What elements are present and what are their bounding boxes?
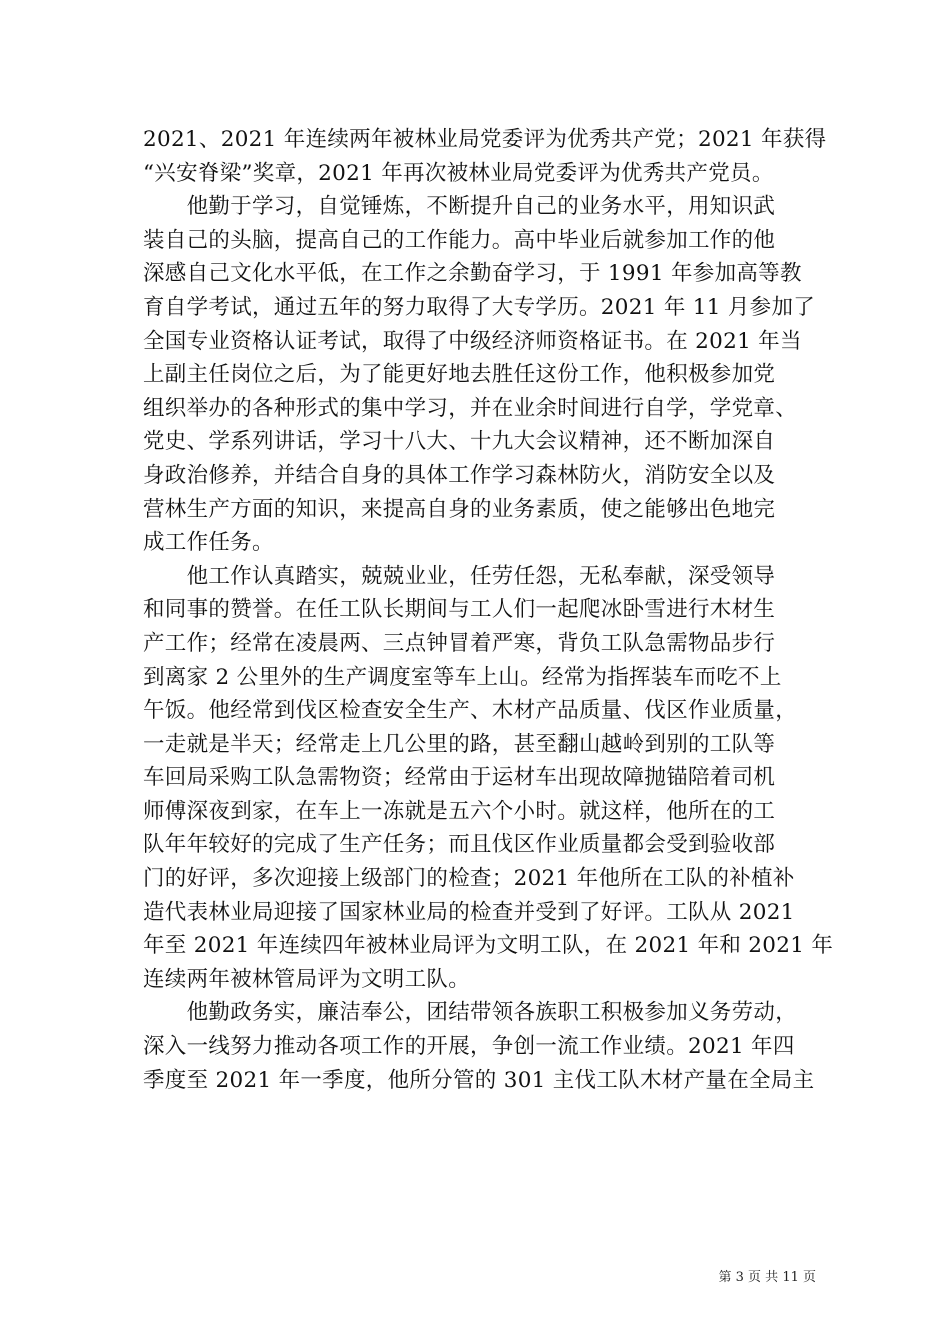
text-line: 造代表林业局迎接了国家林业局的检查并受到了好评。工队从 2021 xyxy=(143,899,795,925)
page-number: 第 3 页 共 11 页 xyxy=(718,1270,816,1285)
text-line: 他勤政务实，廉洁奉公，团结带领各族职工积极参加义务劳动， xyxy=(143,1000,798,1026)
text-line: 深入一线努力推动各项工作的开展，争创一流工作业绩。2021 年四 xyxy=(143,1034,795,1060)
text-line: 师傅深夜到家，在车上一冻就是五六个小时。就这样，他所在的工 xyxy=(143,798,776,824)
text-line: 一走就是半天；经常走上几公里的路，甚至翻山越岭到别的工队等 xyxy=(143,731,776,757)
text-line: 和同事的赞誉。在任工队长期间与工人们一起爬冰卧雪进行木材生 xyxy=(143,597,776,623)
text-line: 2021、2021 年连续两年被林业局党委评为优秀共产党；2021 年获得 xyxy=(143,127,827,152)
text-line: 全国专业资格认证考试，取得了中级经济师资格证书。在 2021 年当 xyxy=(143,328,802,354)
text-line: 午饭。他经常到伐区检查安全生产、木材产品质量、伐区作业质量， xyxy=(143,698,798,724)
text-line: 党史、学系列讲话，学习十八大、十九大会议精神，还不断加深自 xyxy=(143,429,776,455)
text-line: “兴安脊梁”奖章，2021 年再次被林业局党委评为优秀共产党员。 xyxy=(143,160,774,186)
text-line: 上副主任岗位之后，为了能更好地去胜任这份工作，他积极参加党 xyxy=(143,362,776,388)
text-line: 年至 2021 年连续四年被林业局评为文明工队，在 2021 年和 2021 年 xyxy=(143,933,834,959)
text-line: 门的好评，多次迎接上级部门的检查；2021 年他所在工队的补植补 xyxy=(143,866,795,892)
text-line: 装自己的头脑，提高自己的工作能力。高中毕业后就参加工作的他 xyxy=(143,227,776,253)
body-text xyxy=(143,123,834,1097)
text-line: 身政治修养，并结合自身的具体工作学习森林防火，消防安全以及 xyxy=(143,462,776,488)
text-line: 营林生产方面的知识，来提高自身的业务素质，使之能够出色地完 xyxy=(143,496,776,522)
text-line: 组织举办的各种形式的集中学习，并在业余时间进行自学，学党章、 xyxy=(143,395,798,421)
text-line: 育自学考试，通过五年的努力取得了大专学历。2021 年 11 月参加了 xyxy=(143,294,816,320)
text-line: 季度至 2021 年一季度，他所分管的 301 主伐工队木材产量在全局主 xyxy=(143,1067,815,1093)
text-line: 到离家 2 公里外的生产调度室等车上山。经常为指挥装车而吃不上 xyxy=(143,664,782,690)
text-line: 队年年较好的完成了生产任务；而且伐区作业质量都会受到验收部 xyxy=(143,832,776,858)
text-line: 他勤于学习，自觉锤炼，不断提升自己的业务水平，用知识武 xyxy=(143,194,776,220)
text-line: 连续两年被林管局评为文明工队。 xyxy=(143,966,471,992)
text-line: 成工作任务。 xyxy=(143,530,274,556)
text-line: 产工作；经常在凌晨两、三点钟冒着严寒，背负工队急需物品步行 xyxy=(143,630,776,656)
text-line: 车回局采购工队急需物资；经常由于运材车出现故障抛锚陪着司机 xyxy=(143,765,776,791)
text-line: 他工作认真踏实，兢兢业业，任劳任怨，无私奉献，深受领导 xyxy=(143,563,776,589)
text-line: 深感自己文化水平低，在工作之余勤奋学习，于 1991 年参加高等教 xyxy=(143,261,802,287)
